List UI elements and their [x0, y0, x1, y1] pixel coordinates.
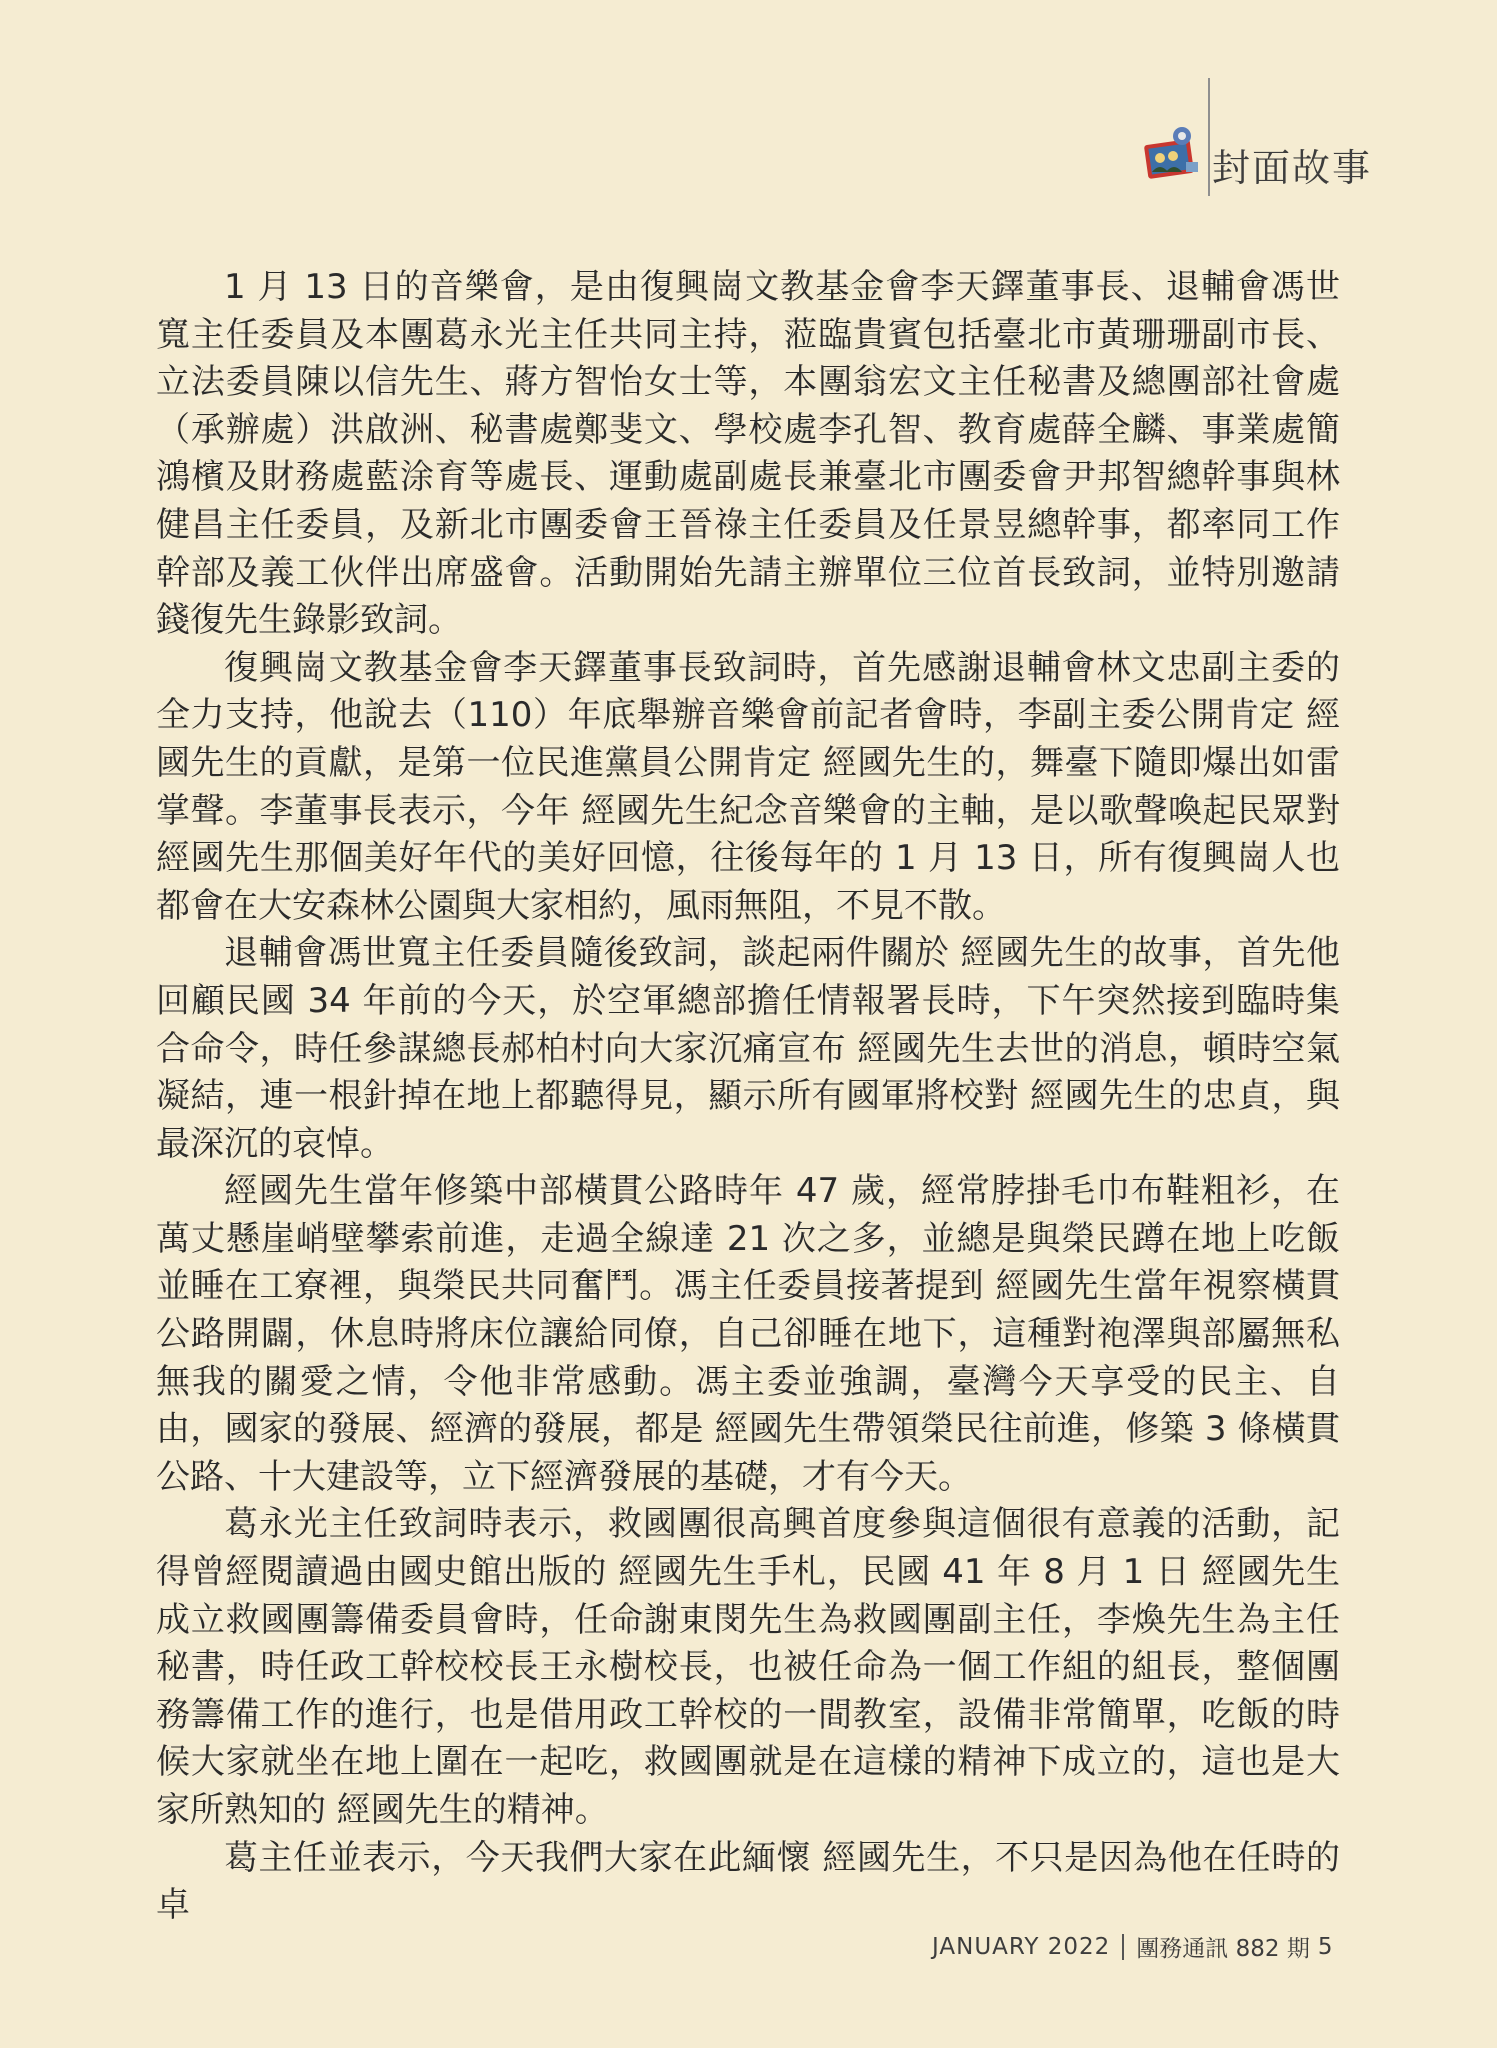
article-paragraph: 1 月 13 日的音樂會，是由復興崗文教基金會李天鐸董事長、退輔會馮世寬主任委員及本團葛永光主任共同主持，蒞臨貴賓包括臺北市黃珊珊副市長、立法委員陳以信先生、蔣方智怡女士等，本團翁宏文主任秘書及總團部社會處（承辦處）洪啟洲、秘書處鄭斐文、學校處李孔智、教育處薛全麟、事業處簡鴻檳及財務處藍涂育等處長、運動處副處長兼臺北市團委會尹邦智總幹事與林健昌主任委員，及新北市團委會王晉祿主任委員及任景昱總幹事，都率同工作幹部及義工伙伴出席盛會。活動開始先請主辦單位三位首長致詞，並特別邀請錢復先生錄影致詞。	[156, 267, 1340, 641]
header-divider	[1208, 78, 1210, 196]
article-paragraph: 葛主任並表示，今天我們大家在此緬懷 經國先生，不只是因為他在任時的卓	[156, 1837, 1340, 1926]
publication-name: 團務通訊 882 期	[1136, 1936, 1310, 1962]
article-paragraph: 復興崗文教基金會李天鐸董事長致詞時，首先感謝退輔會林文忠副主委的全力支持，他說去（110）年底舉辦音樂會前記者會時，李副主委公開肯定 經國先生的貢獻，是第一位民進黨員公開肯定 經國先生的，舞臺下隨即爆出如雷掌聲。李董事長表示，今年 經國先生紀念音樂會的主軸，是以歌聲喚起民眾對 經國先生那個美好年代的美好回憶，往後每年的 1 月 13 日，所有復興崗人也都會在大安森林公園與大家相約，風雨無阻，不見不散。	[156, 647, 1340, 926]
article-paragraph: 經國先生當年修築中部橫貫公路時年 47 歲，經常脖掛毛巾布鞋粗衫，在萬丈懸崖峭壁攀索前進，走過全線達 21 次之多，並總是與榮民蹲在地上吃飯並睡在工寮裡，與榮民共同奮鬥。馮主任委員接著提到 經國先生當年視察橫貫公路開闢，休息時將床位讓給同僚，自己卻睡在地下，這種對袍澤與部屬無私無我的關愛之情，令他非常感動。馮主委並強調，臺灣今天享受的民主、自由，國家的發展、經濟的發展，都是 經國先生帶領榮民往前進，修築 3 條橫貫公路、十大建設等，立下經濟發展的基礎，才有今天。	[156, 1171, 1340, 1497]
page-footer	[932, 1930, 1332, 1963]
article-paragraph: 退輔會馮世寬主任委員隨後致詞，談起兩件關於 經國先生的故事，首先他回顧民國 34 年前的今天，於空軍總部擔任情報署長時，下午突然接到臨時集合命令，時任參謀總長郝柏村向大家沉痛宣布 經國先生去世的消息，頓時空氣凝結，連一根針掉在地上都聽得見，顯示所有國軍將校對 經國先生的忠貞，與最深沉的哀悼。	[156, 933, 1340, 1164]
section-title: 封面故事	[1212, 146, 1373, 190]
issue-date: JANUARY 2022	[932, 1933, 1111, 1960]
group-photo-icon	[1140, 122, 1202, 184]
article-paragraph: 葛永光主任致詞時表示，救國團很高興首度參與這個很有意義的活動，記得曾經閱讀過由國史館出版的 經國先生手札，民國 41 年 8 月 1 日 經國先生成立救國團籌備委員會時，任命謝東閔先生為救國團副主任，李煥先生為主任秘書，時任政工幹校校長王永樹校長，也被任命為一個工作組的組長，整個團務籌備工作的進行，也是借用政工幹校的一間教室，設備非常簡單，吃飯的時候大家就坐在地上圍在一起吃，救國團就是在這樣的精神下成立的，這也是大家所熟知的 經國先生的精神。	[156, 1504, 1340, 1830]
footer-divider	[1122, 1934, 1124, 1960]
page-number: 5	[1317, 1933, 1333, 1960]
article-body	[156, 264, 1340, 1930]
